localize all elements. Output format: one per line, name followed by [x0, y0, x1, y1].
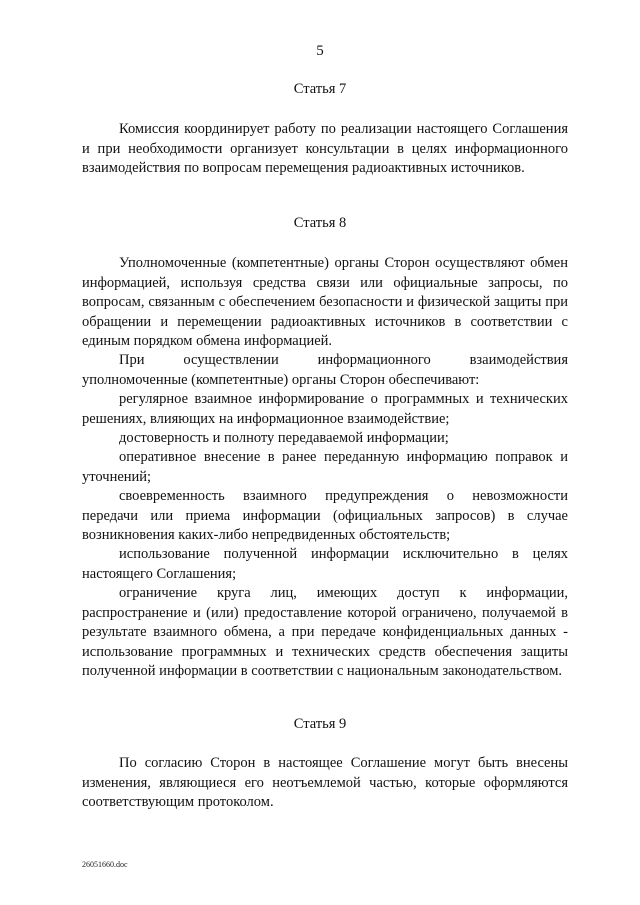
article-8-list-item-5: использование полученной информации исключительно в целях настоящего Соглашения;	[82, 546, 568, 582]
article-8-list-item-4: своевременность взаимного предупреждения о невозможности передачи или приема информации (официальных запросов) в случае возникновения каких-либо непредвиденных обстоятельств;	[82, 488, 568, 543]
article-8-list-item-2: достоверность и полноту передаваемой информации;	[119, 430, 449, 446]
article-7-paragraph-1: Комиссия координирует работу по реализации настоящего Соглашения и при необходимости организует консультации в целях информационного взаимодействия по вопросам перемещения радиоактивных источников.	[82, 121, 568, 176]
article-7-heading: Статья 7	[293, 81, 347, 97]
article-8-list-item-6: ограничение круга лиц, имеющих доступ к информации, распространение и (или) предоставление которой ограничено, получаемой в результате взаимного обмена, а при передаче конфиденциальных данных - использование программных и технических средств обеспечения защиты полученной информации в соответствии с национальным законодательством.	[82, 585, 568, 679]
article-8-list-item-1: регулярное взаимное информирование о программных и технических решениях, влияющих на информационное взаимодействие;	[82, 391, 568, 427]
page-number: 5	[316, 43, 324, 59]
article-9-paragraph-1: По согласию Сторон в настоящее Соглашение могут быть внесены изменения, являющиеся его неотъемлемой частью, которые оформляются соответствующим протоколом.	[82, 755, 568, 810]
article-8-paragraph-1: Уполномоченные (компетентные) органы Сторон осуществляют обмен информацией, используя средства связи или официальные запросы, по вопросам, связанным с обеспечением безопасности и физической защиты при обращении и перемещении радиоактивных источников в соответствии с единым порядком обмена информацией.	[82, 255, 568, 349]
footer-filename: 26051660.doc	[82, 860, 128, 869]
article-8-list-item-3: оперативное внесение в ранее переданную информацию поправок и уточнений;	[82, 449, 568, 485]
article-8-paragraph-2: При осуществлении информационного взаимодействия уполномоченные (компетентные) органы Сторон обеспечивают:	[82, 352, 568, 388]
article-9-heading: Статья 9	[293, 716, 347, 732]
article-8-heading: Статья 8	[293, 215, 347, 231]
